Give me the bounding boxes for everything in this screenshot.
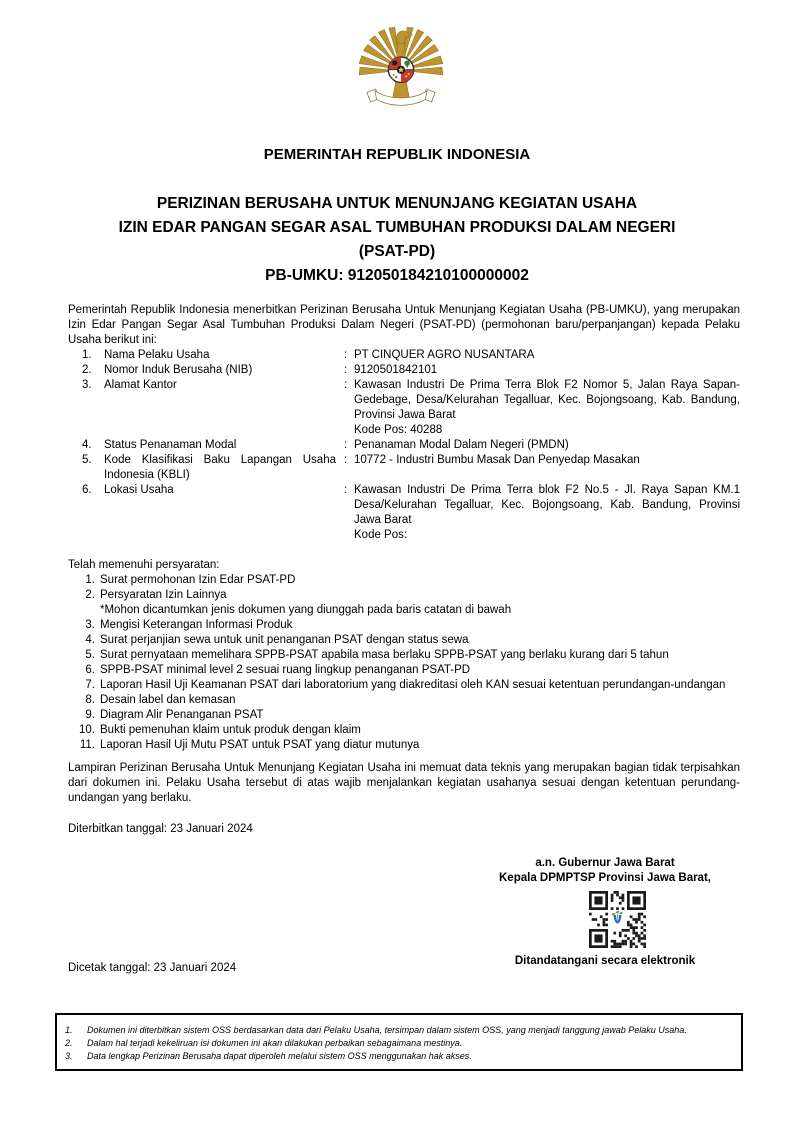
electronic-signature-label: Ditandatangani secara elektronik [514, 955, 696, 967]
qr-code [589, 891, 646, 948]
government-title: PEMERINTAH REPUBLIK INDONESIA [263, 146, 531, 163]
intro-paragraph: Pemerintah Republik Indonesia menerbitkan Perizinan Berusaha Untuk Menunjang Kegiatan Usaha (PB-UMKU), yang merupakan Izin Edar Pangan Segar Asal Tumbuhan Produksi Dalam Negeri (PSAT-PD) (permohonan baru/perpanjangan) kepada Pelaku Usaha berikut ini: [68, 304, 740, 346]
requirement-item: 2. Persyaratan Izin Lainnya *Mohon dicantumkan jenis dokumen yang diunggah pada baris catatan di bawah [68, 588, 740, 618]
footer-notes-box [55, 1013, 743, 1071]
signature-block [455, 856, 755, 969]
detail-row-kbli: 5. Kode Klasifikasi Baku Lapangan Usaha Indonesia (KBLI) : 10772 - Industri Bumbu Masak Dan Penyedap Masakan [82, 454, 640, 481]
signatory-on-behalf: a.n. Gubernur Jawa Barat [535, 857, 675, 869]
requirements-list [68, 573, 740, 753]
business-location: Kawasan Industri De Prima Terra blok F2 No.5 - Jl. Raya Sapan KM.1 Desa/Kelurahan Tegalluar, Kec. Bojongsoang, Kab. Bandung, Provinsi Jawa Barat [354, 484, 740, 526]
business-location-postal-code: Kode Pos: [354, 529, 408, 541]
detail-row-nama-pelaku-usaha: 1. Nama Pelaku Usaha : PT CINQUER AGRO NUSANTARA [82, 349, 535, 361]
office-address: Kawasan Industri De Prima Terra Blok F2 Nomor 5, Jalan Raya Sapan-Gedebage, Desa/Kelurahan Tegalluar, Kec. Bojongsoang, Kab. Bandung, Provinsi Jawa Barat [354, 379, 740, 421]
footer-note: 1. Dokumen ini diterbitkan sistem OSS berdasarkan data dari Pelaku Usaha, tersimpan dalam sistem OSS, yang menjadi tanggung jawab Pelaku Usaha. [65, 1025, 687, 1035]
requirement-item: 7. Laporan Hasil Uji Keamanan PSAT dari laboratorium yang diakreditasi oleh KAN sesuai ketentuan perundangan-undangan [85, 679, 726, 691]
detail-row-status-penanaman-modal: 4. Status Penanaman Modal : Penanaman Modal Dalam Negeri (PMDN) [82, 439, 569, 451]
document-title-line3: (PSAT-PD) [358, 243, 436, 260]
requirement-item: 8. Desain label dan kemasan [85, 694, 236, 706]
requirements-heading: Telah memenuhi persyaratan: [68, 559, 220, 571]
garuda-pancasila-emblem-icon [357, 27, 445, 109]
requirement-item: 11. Laporan Hasil Uji Mutu PSAT untuk PSAT yang diatur mutunya [79, 739, 420, 751]
pb-umku-number: PB-UMKU: 912050184210100000002 [265, 267, 529, 284]
company-details-list [68, 348, 740, 543]
requirement-item: 1. Surat permohonan Izin Edar PSAT-PD [85, 574, 296, 586]
detail-row-nib: 2. Nomor Induk Berusaha (NIB) : 9120501842101 [82, 364, 438, 376]
document-title-block [0, 192, 794, 288]
requirement-item: 10. Bukti pemenuhan klaim untuk produk dengan klaim [79, 724, 361, 736]
requirement-item: 3. Mengisi Keterangan Informasi Produk [85, 619, 293, 631]
footer-note: 3. Data lengkap Perizinan Berusaha dapat diperoleh melalui sistem OSS menggunakan hak akses. [65, 1051, 472, 1061]
issued-date: Diterbitkan tanggal: 23 Januari 2024 [68, 823, 253, 835]
document-body [68, 303, 740, 837]
printed-date: Dicetak tanggal: 23 Januari 2024 [68, 962, 237, 974]
detail-row-lokasi-usaha: 6. Lokasi Usaha : Kawasan Industri De Prima Terra blok F2 No.5 - Jl. Raya Sapan KM.1 Desa/Kelurahan Tegalluar, Kec. Bojongsoang, Kab. Bandung, Provinsi Jawa Barat Kode Pos: [82, 484, 740, 541]
document-title-line1: PERIZINAN BERUSAHA UNTUK MENUNJANG KEGIATAN USAHA [156, 195, 638, 212]
document-title-line2: IZIN EDAR PANGAN SEGAR ASAL TUMBUHAN PRODUKSI DALAM NEGERI [118, 219, 676, 236]
requirement-item: 9. Diagram Alir Penanganan PSAT [85, 709, 264, 721]
investment-status: Penanaman Modal Dalam Negeri (PMDN) [354, 439, 569, 451]
requirement-item: 5. Surat pernyataan memelihara SPPB-PSAT apabila masa berlaku SPPB-PSAT yang berlaku kurang dari 5 tahun [85, 649, 669, 661]
footer-note: 2. Dalam hal terjadi kekeliruan isi dokumen ini akan dilakukan perbaikan sebagaimana mestinya. [65, 1038, 463, 1048]
company-name: PT CINQUER AGRO NUSANTARA [354, 349, 535, 361]
requirement-item: 4. Surat perjanjian sewa untuk unit penanganan PSAT dengan status sewa [85, 634, 469, 646]
closing-paragraph: Lampiran Perizinan Berusaha Untuk Menunjang Kegiatan Usaha ini memuat data teknis yang merupakan bagian tidak terpisahkan dari dokumen ini. Pelaku Usaha tersebut di atas wajib menjalankan kegiatan usahanya sesuai dengan ketentuan perundang-undangan yang berlaku. [68, 762, 740, 804]
requirement-note: *Mohon dicantumkan jenis dokumen yang diunggah pada baris catatan di bawah [100, 604, 512, 616]
office-postal-code: Kode Pos: 40288 [354, 424, 443, 436]
detail-row-alamat-kantor: 3. Alamat Kantor : Kawasan Industri De Prima Terra Blok F2 Nomor 5, Jalan Raya Sapan-Gedebage, Desa/Kelurahan Tegalluar, Kec. Bojongsoang, Kab. Bandung, Provinsi Jawa Barat Kode Pos: 40288 [82, 379, 740, 436]
kbli-code: 10772 - Industri Bumbu Masak Dan Penyedap Masakan [354, 454, 640, 466]
signatory-title: Kepala DPMPTSP Provinsi Jawa Barat, [499, 872, 711, 884]
nib-number: 9120501842101 [354, 364, 438, 376]
requirement-item: 6. SPPB-PSAT minimal level 2 sesuai ruang lingkup penanganan PSAT-PD [85, 664, 471, 676]
